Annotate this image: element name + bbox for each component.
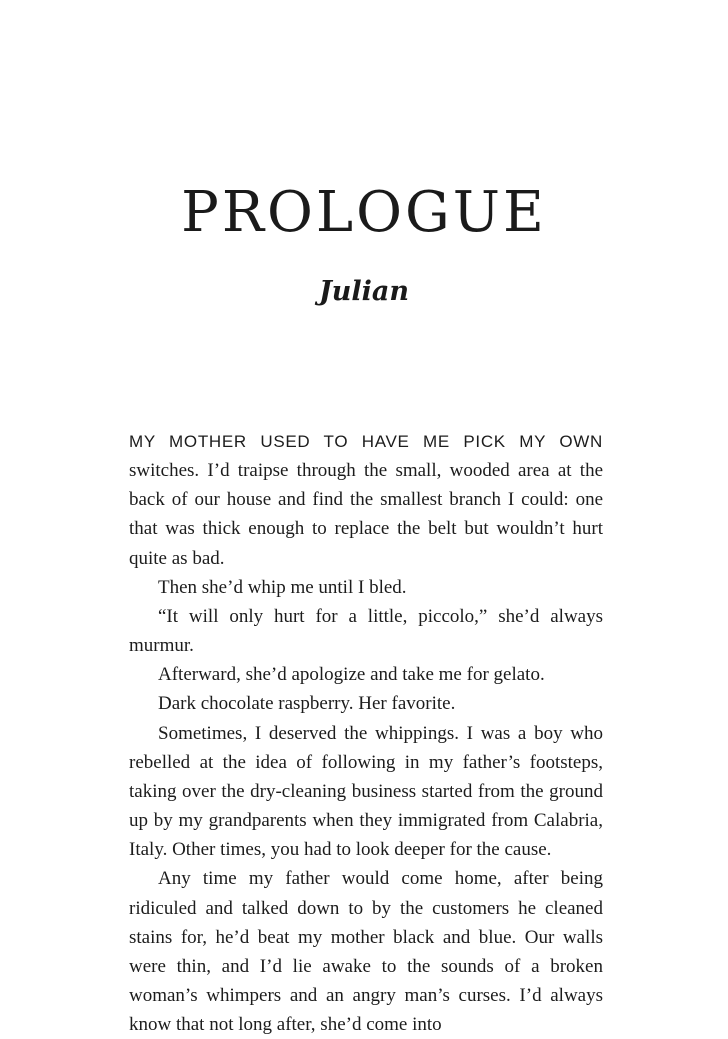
paragraph: Then she’d whip me until I bled. <box>158 576 407 598</box>
paragraph: Sometimes, I deserved the whippings. I was a boy who rebelled at the idea of following in my father’s footsteps, taking over the dry-cleaning business started from the ground up by my grandparents when they immigrated from Calabria, Italy. Other times, you had to look deeper for the cause. <box>129 722 603 861</box>
paragraph-text: switches. I’d traipse through the small, wooded area at the back of our house and find the smallest branch I could: one that was thick enough to replace the belt but wouldn’t hurt quite as bad. <box>129 460 603 569</box>
chapter-subtitle: Julian <box>318 276 410 307</box>
lead-in-text: MY MOTHER USED TO HAVE ME PICK MY OWN <box>129 432 603 451</box>
paragraph: “It will only hurt for a little, piccolo,” she’d always murmur. <box>129 605 603 657</box>
paragraph: Afterward, she’d apologize and take me for gelato. <box>158 664 545 686</box>
paragraph: Any time my father would come home, after being ridiculed and talked down to by the customers he cleaned stains for, he’d beat my mother black and blue. Our walls were thin, and I’d lie awake to the sounds of a broken woman’s whimpers and an angry man’s curses. I’d always know that not long after, she’d come into <box>129 868 603 1036</box>
chapter-title: PROLOGUE <box>181 180 547 245</box>
body-text <box>129 427 603 1039</box>
paragraph <box>129 427 603 573</box>
paragraph: Dark chocolate raspberry. Her favorite. <box>158 693 456 715</box>
